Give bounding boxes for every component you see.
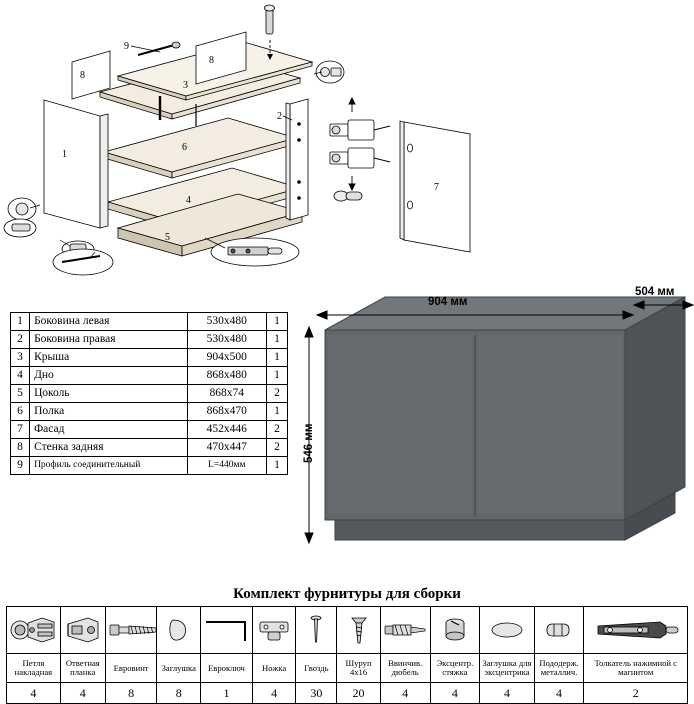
foot-icon — [254, 610, 294, 650]
callout-1: 1 — [62, 149, 67, 160]
kit-item-qty: 4 — [480, 683, 534, 704]
part-size: 530х480 — [187, 313, 266, 331]
part-size: 530х480 — [187, 331, 266, 349]
kit-item-qty: 20 — [337, 683, 381, 704]
kit-item-name: Пододерж. металлич. — [534, 654, 584, 683]
kit-item-name: Ответная планка — [60, 654, 105, 683]
kit-item-qty: 30 — [296, 683, 337, 704]
eccentric-coupling-icon — [438, 610, 472, 650]
part-qty: 1 — [266, 331, 287, 349]
table-row — [11, 313, 288, 331]
part-num: 2 — [11, 331, 30, 349]
kit-icon-cell — [584, 607, 688, 654]
exploded-diagram-svg — [0, 0, 694, 285]
cabinet-svg — [295, 285, 694, 575]
kit-icon-cell — [105, 607, 157, 654]
kit-item-qty: 4 — [252, 683, 296, 704]
kit-item-name: Эксцентр. стяжка — [430, 654, 480, 683]
callout-5: 5 — [165, 232, 170, 243]
part-qty: 1 — [266, 457, 287, 475]
part-qty: 2 — [266, 421, 287, 439]
table-row — [11, 421, 288, 439]
part-qty: 1 — [266, 349, 287, 367]
kit-item-qty: 8 — [157, 683, 201, 704]
kit-item-qty: 4 — [380, 683, 430, 704]
callout-3: 3 — [183, 80, 188, 91]
kit-item-name: Заглушка — [157, 654, 201, 683]
height-dimension-label: 546 мм — [303, 423, 315, 463]
nail-icon — [303, 610, 329, 650]
hinge-overlay-icon — [8, 610, 58, 650]
euro-screw-icon — [106, 610, 160, 650]
part-name: Дно — [30, 367, 188, 385]
table-row — [11, 331, 288, 349]
kit-icon-cell — [430, 607, 480, 654]
part-qty: 1 — [266, 403, 287, 421]
kit-item-name: Гвоздь — [296, 654, 337, 683]
kit-icon-cell — [534, 607, 584, 654]
part-size: 904х500 — [187, 349, 266, 367]
callout-8-right: 8 — [209, 55, 214, 66]
part-num: 4 — [11, 367, 30, 385]
part-num: 5 — [11, 385, 30, 403]
kit-item-name: Шуруп 4х16 — [337, 654, 381, 683]
table-row — [11, 349, 288, 367]
part-qty: 1 — [266, 313, 287, 331]
screw-icon — [342, 610, 376, 650]
kit-icon-cell — [296, 607, 337, 654]
part-name: Фасад — [30, 421, 188, 439]
part-name: Цоколь — [30, 385, 188, 403]
kit-item-qty: 4 — [60, 683, 105, 704]
part-name: Крыша — [30, 349, 188, 367]
kit-icon-cell — [252, 607, 296, 654]
part-num: 6 — [11, 403, 30, 421]
part-size: 470х447 — [187, 439, 266, 457]
cap-plug-icon — [161, 610, 197, 650]
mounting-plate-icon — [62, 610, 104, 650]
kit-icon-cell — [201, 607, 253, 654]
metal-shelf-support-icon — [539, 610, 579, 650]
callout-2: 2 — [277, 111, 282, 122]
part-name: Полка — [30, 403, 188, 421]
part-num: 7 — [11, 421, 30, 439]
kit-icon-cell — [7, 607, 61, 654]
kit-item-name: Толкатель нажимной с магнитом — [584, 654, 688, 683]
kit-item-qty: 8 — [105, 683, 157, 704]
callout-8-left: 8 — [80, 70, 85, 81]
kit-title: Комплект фурнитуры для сборки — [233, 586, 461, 602]
kit-name-row — [7, 654, 688, 683]
kit-item-name: Петля накладная — [7, 654, 61, 683]
part-size: 868х470 — [187, 403, 266, 421]
kit-item-name: Ножка — [252, 654, 296, 683]
eccentric-cap-icon — [485, 610, 529, 650]
table-row — [11, 385, 288, 403]
part-name: Боковина правая — [30, 331, 188, 349]
part-size: 452х446 — [187, 421, 266, 439]
part-num: 8 — [11, 439, 30, 457]
screw-in-dowel-icon — [381, 610, 429, 650]
part-size: 868х74 — [187, 385, 266, 403]
depth-dimension-label: 504 мм — [635, 286, 675, 298]
kit-icon-cell — [60, 607, 105, 654]
hardware-kit-table — [6, 606, 688, 704]
kit-item-qty: 2 — [584, 683, 688, 704]
kit-item-qty: 1 — [201, 683, 253, 704]
table-row — [11, 403, 288, 421]
kit-icon-cell — [157, 607, 201, 654]
part-qty: 1 — [266, 367, 287, 385]
part-name: Боковина левая — [30, 313, 188, 331]
kit-item-name: Евроключ — [201, 654, 253, 683]
kit-icon-cell — [380, 607, 430, 654]
kit-icon-cell — [480, 607, 534, 654]
euro-key-icon — [201, 610, 253, 650]
part-name: Стенка задняя — [30, 439, 188, 457]
part-qty: 2 — [266, 439, 287, 457]
part-num: 3 — [11, 349, 30, 367]
kit-item-qty: 4 — [534, 683, 584, 704]
table-row — [11, 367, 288, 385]
part-num: 9 — [11, 457, 30, 475]
callout-6: 6 — [182, 142, 187, 153]
width-dimension-label: 904 мм — [428, 296, 468, 308]
part-size: 868х480 — [187, 367, 266, 385]
kit-item-name: Заглушка для эксцентрика — [480, 654, 534, 683]
kit-icon-cell — [337, 607, 381, 654]
kit-item-name: Ввинчив. дюбель — [380, 654, 430, 683]
kit-item-name: Евровинт — [105, 654, 157, 683]
callout-9: 9 — [124, 41, 129, 52]
part-qty: 2 — [266, 385, 287, 403]
table-row — [11, 457, 288, 475]
part-size: L=440мм — [187, 457, 266, 475]
part-name: Профиль соединительный — [30, 457, 188, 475]
callout-4: 4 — [186, 195, 191, 206]
parts-table — [10, 312, 288, 475]
kit-icon-row — [7, 607, 688, 654]
callout-7: 7 — [434, 182, 439, 193]
table-row — [11, 439, 288, 457]
part-num: 1 — [11, 313, 30, 331]
exploded-assembly-diagram — [0, 0, 694, 285]
cabinet-render — [295, 285, 694, 575]
kit-item-qty: 4 — [7, 683, 61, 704]
magnetic-pusher-icon — [586, 610, 686, 650]
kit-item-qty: 4 — [430, 683, 480, 704]
kit-qty-row — [7, 683, 688, 704]
